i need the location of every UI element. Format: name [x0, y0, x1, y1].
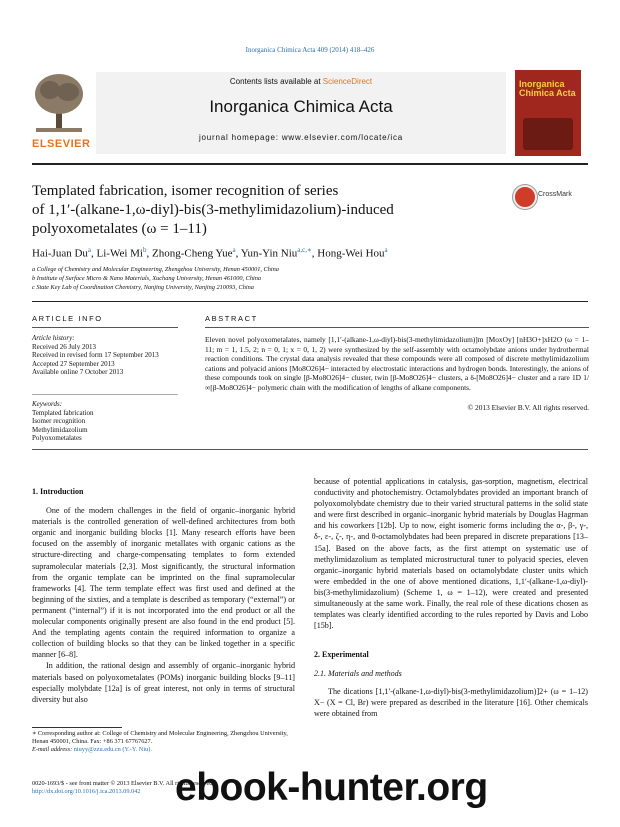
keywords-block	[32, 400, 172, 443]
front-matter-divider	[32, 449, 588, 450]
journal-title: Inorganica Chimica Acta	[209, 97, 393, 116]
title-line-2: of 1,1′-(alkane-1,ω-diyl)-bis(3-methylimidazolium)-induced	[32, 202, 394, 218]
issn-line: 0020-1693/$ - see front matter © 2013 Elsevier B.V. All rights reserved.	[32, 780, 214, 787]
doi-link[interactable]: http://dx.doi.org/10.1016/j.ica.2013.09.042	[32, 788, 141, 796]
body-column-right	[314, 476, 588, 719]
history-accepted: Accepted 27 September 2013	[32, 359, 115, 368]
author-name[interactable]: Li-Wei Mi	[96, 247, 143, 260]
title-line-3: polyoxometalates (ω = 1–11)	[32, 221, 207, 237]
watermark: ebook-hunter.org	[175, 766, 488, 809]
info-divider	[32, 327, 178, 328]
author-affiliation[interactable]: b	[142, 246, 147, 254]
keywords-label: Keywords:	[32, 400, 63, 408]
contents-prefix: Contents lists available at	[229, 77, 321, 86]
history-label: Article history:	[32, 334, 75, 342]
cover-art	[523, 118, 573, 150]
body-column-left	[32, 486, 295, 705]
crossmark-button[interactable]	[513, 183, 593, 211]
author-name[interactable]: Yun-Yin Niu	[240, 247, 298, 260]
history-revised: Received in revised form 17 September 2013	[32, 351, 159, 360]
corresponding-author: ∗ Corresponding author at: College of Chemistry and Molecular Engineering, Zhengzhou University, Henan 450001, China. Fax: +86 371 67767627.	[32, 730, 288, 746]
abstract-divider	[205, 327, 589, 328]
article-history	[32, 334, 172, 377]
keywords-divider	[32, 394, 178, 395]
affiliation-b: b Institute of Surface Micro & Nano Materials, Xuchang University, Henan 461000, China	[32, 275, 262, 282]
affiliation-a: a College of Chemistry and Molecular Engineering, Zhengzhou University, Henan 450001, China	[32, 266, 279, 273]
experimental-heading: 2. Experimental	[314, 650, 369, 660]
abstract-label: ABSTRACT	[205, 314, 258, 323]
author-affiliation[interactable]: a	[232, 246, 236, 254]
crossmark-icon	[513, 185, 537, 209]
article-title	[32, 182, 502, 239]
email-label: E-mail address:	[32, 746, 73, 754]
intro-paragraph-1: One of the modern challenges in the field of organic–inorganic hybrid materials is the controlled generation of well-defined architectures from both organic and inorganic building blocks [1]. Many research efforts have been focused on the assembly of inorganic metallates with organic cations as the structure-directing and charge-compensating templates to form extended supramolecular materials [2,3]. Most significantly, the structural information from the organic template can be imprinted on the final supramolecular frameworks [4]. The term template effect was first used and defined at the beginning of the sixties, and a template is described as temporary (“external”) or permanent (“internal”) if it is not incorporated into the end product or all the molecular components originally present are also found in the end product [5]. And the templating agents contain the required information to organize a collection of building blocks so that they can be linked together in a specific manner [6–8].	[32, 506, 295, 660]
author-affiliation[interactable]: a,c,∗	[297, 246, 312, 254]
email-link[interactable]: niuyy@zzu.edu.cn (Y.-Y. Niu).	[73, 746, 152, 754]
crossmark-label: CrossMark	[538, 191, 572, 198]
materials-subheading: 2.1. Materials and methods	[314, 669, 402, 679]
contents-available	[96, 77, 506, 86]
author-affiliation[interactable]: a	[384, 246, 388, 254]
publisher-logo-text: ELSEVIER	[32, 138, 91, 150]
abstract-copyright: © 2013 Elsevier B.V. All rights reserved.	[467, 403, 589, 412]
introduction-heading: 1. Introduction	[32, 487, 84, 496]
abstract-text: Eleven novel polyoxometalates, namely [1,1′-(alkane-1,ω-diyl)-bis(3-methylimidazolium)]m [MoxOy] [nH3O+]xH2O (ω = 1–11; m = 1, 1.5, 2; n = 0, 1; x = 0, 1, 2) were synthesized by the self-assembly with octamolybdate anions under hydrothermal reaction conditions. The crystal data analysis revealed that these compounds were all composed of discrete methylimidazolium cations and polyacid anions [Mo8O26]4− interacted by electrostatic interactions and hydrogen bonds. Interestingly, the anions of these compounds took on single [β-Mo8O26]4− cluster, twin [β-Mo8O26]4− clusters, a δ-[Mo8O26]4− cluster and a rare 1D 1/∞[β-Mo8O26]4− polymeric chain with the modification of lengths of alkane components.	[205, 335, 589, 392]
keyword-item: Isomer recognition	[32, 417, 86, 426]
keyword-item: Methylimidazolium	[32, 425, 88, 434]
email-line	[32, 746, 297, 754]
footnote-divider	[32, 727, 122, 728]
elsevier-tree-icon	[32, 72, 86, 134]
keyword-item: Polyoxometalates	[32, 434, 82, 443]
sciencedirect-link[interactable]: ScienceDirect	[322, 77, 373, 86]
journal-cover-image	[515, 70, 581, 156]
footnote	[32, 730, 297, 755]
history-online: Available online 7 October 2013	[32, 368, 124, 377]
keyword-item: Templated fabrication	[32, 408, 94, 417]
journal-homepage[interactable]: journal homepage: www.elsevier.com/locate/ica	[198, 133, 404, 142]
author-name[interactable]: Hong-Wei Hou	[317, 247, 385, 260]
intro-paragraph-2: In addition, the rational design and assembly of organic–inorganic hybrid materials based on polyoxometalates (POMs) inorganic building blocks [9–11] especially molybdate [12a] is of great interest, not only in terms of structural diversity but also	[32, 661, 295, 704]
article-info-label: ARTICLE INFO	[32, 314, 103, 323]
author-name[interactable]: Hai-Juan Du	[32, 247, 88, 260]
header-divider	[32, 163, 588, 165]
history-received: Received 26 July 2013	[32, 342, 96, 351]
title-line-1: Templated fabrication, isomer recognition of series	[32, 183, 339, 199]
author-affiliation[interactable]: a	[87, 246, 92, 254]
materials-paragraph: The dications [1,1′-(alkane-1,ω-diyl)-bis(3-methylimidazolium)]2+ (ω = 1–12) X− (X = Cl, Br) were prepared as described in the literature [16]. Other chemicals were obtained from	[314, 686, 588, 718]
affiliation-c: c State Key Lab of Coordination Chemistry, Nanjing University, Nanjing 210093, China	[32, 284, 254, 291]
author-list: Hai-Juan Du$^a$, Li-Wei Mi$^b$, Zhong-Cheng Yue$^a$, Yun-Yin Niu$^{a,c,∗}$, Hong-Wei Hou$^a$	[32, 246, 388, 260]
col2-paragraph-1: because of potential applications in catalysis, gas-sorption, magnetism, electrical conductivity and photochemistry. Octamolybdates provided an important branch of polyoxomolybdate chemistry due to their varied structural patterns in the solid state and were first described in organic–inorganic hybrid materials by Douglas Hagrman and his coworkers [12b]. Up to now, eight isomeric forms including the α-, β-, γ-, δ-, ε-, ζ-, η-, and θ-octamolybdates had been prepared in discrete preparations [13–15a]. Based on the above facts, as the first attempt on systematic use of methylimidazolium as templated microstructural tuner to polyacid species, eleven organic–inorganic hybrid materials based on octamolybdate cluster units which were embedded in the one of above mentioned dications, 1,1′-(alkane-1,ω-diyl)-bis(3-methylimidazolium) (Scheme 1, ω = 1–12), were created and presented simultaneously at the same work. Finally, the real role of these dications chosen as templates was clearly identified according to the rules reported by Davis and Lobo [15b].	[314, 477, 588, 631]
elsevier-logo	[32, 72, 91, 150]
affiliation-divider	[32, 301, 588, 302]
journal-reference[interactable]: Inorganica Chimica Acta 409 (2014) 418–426	[245, 46, 375, 54]
author-name[interactable]: Zhong-Cheng Yue	[151, 247, 233, 260]
cover-title: Inorganica Chimica Acta	[519, 79, 576, 98]
